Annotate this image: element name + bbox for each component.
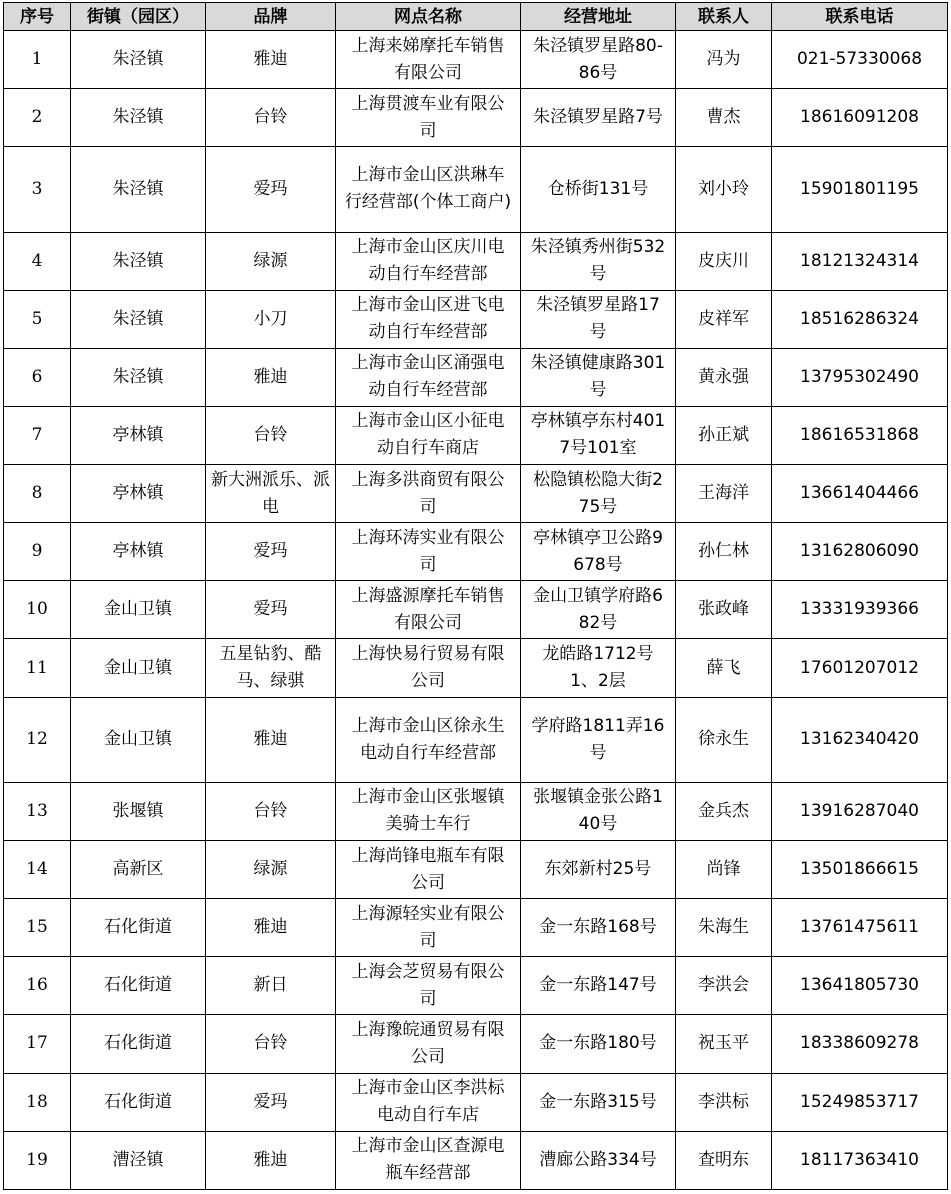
- cell-brand: 五星钻豹、酷马、绿骐: [206, 639, 336, 697]
- cell-phone: 13661404466: [772, 465, 948, 523]
- cell-town: 亭林镇: [71, 523, 206, 581]
- cell-phone: 18338609278: [772, 1015, 948, 1073]
- cell-outlet-name: 上海来娣摩托车销售有限公司: [336, 31, 521, 89]
- cell-contact: 李洪会: [676, 957, 772, 1015]
- cell-outlet-name: 上海多洪商贸有限公司: [336, 465, 521, 523]
- cell-town: 朱泾镇: [71, 348, 206, 406]
- cell-outlet-name: 上海市金山区小征电动自行车商店: [336, 406, 521, 464]
- cell-brand: 爱玛: [206, 1073, 336, 1131]
- header-contact: 联系人: [676, 3, 772, 31]
- cell-phone: 18516286324: [772, 290, 948, 348]
- cell-town: 高新区: [71, 840, 206, 898]
- table-row: [4, 465, 948, 523]
- table-row: [4, 782, 948, 840]
- cell-address: 朱泾镇罗星路7号: [521, 89, 676, 147]
- cell-brand: 绿源: [206, 840, 336, 898]
- cell-address: 朱泾镇健康路301号: [521, 348, 676, 406]
- cell-phone: 18117363410: [772, 1131, 948, 1189]
- cell-address: 东郊新村25号: [521, 840, 676, 898]
- cell-no: 14: [4, 840, 71, 898]
- table-row: [4, 840, 948, 898]
- cell-phone: 17601207012: [772, 639, 948, 697]
- cell-town: 石化街道: [71, 1015, 206, 1073]
- cell-no: 6: [4, 348, 71, 406]
- cell-outlet-name: 上海市金山区庆川电动自行车经营部: [336, 232, 521, 290]
- cell-no: 2: [4, 89, 71, 147]
- cell-town: 石化街道: [71, 899, 206, 957]
- cell-no: 19: [4, 1131, 71, 1189]
- cell-brand: 爱玛: [206, 523, 336, 581]
- table-row: [4, 697, 948, 782]
- cell-address: 龙皓路1712号1、2层: [521, 639, 676, 697]
- cell-phone: 18121324314: [772, 232, 948, 290]
- cell-contact: 薛飞: [676, 639, 772, 697]
- cell-phone: 13761475611: [772, 899, 948, 957]
- table-row: [4, 639, 948, 697]
- cell-address: 学府路1811弄16号: [521, 697, 676, 782]
- cell-no: 18: [4, 1073, 71, 1131]
- cell-town: 漕泾镇: [71, 1131, 206, 1189]
- table-row: [4, 1015, 948, 1073]
- cell-contact: 祝玉平: [676, 1015, 772, 1073]
- cell-no: 8: [4, 465, 71, 523]
- cell-phone: 13916287040: [772, 782, 948, 840]
- cell-brand: 爱玛: [206, 581, 336, 639]
- cell-no: 5: [4, 290, 71, 348]
- cell-brand: 台铃: [206, 1015, 336, 1073]
- cell-outlet-name: 上海快易行贸易有限公司: [336, 639, 521, 697]
- cell-contact: 孙正斌: [676, 406, 772, 464]
- cell-outlet-name: 上海源轻实业有限公司: [336, 899, 521, 957]
- cell-town: 石化街道: [71, 1073, 206, 1131]
- cell-outlet-name: 上海市金山区查源电瓶车经营部: [336, 1131, 521, 1189]
- cell-town: 金山卫镇: [71, 581, 206, 639]
- cell-town: 金山卫镇: [71, 697, 206, 782]
- cell-contact: 皮祥军: [676, 290, 772, 348]
- cell-town: 朱泾镇: [71, 31, 206, 89]
- cell-address: 亭林镇亭卫公路9678号: [521, 523, 676, 581]
- cell-town: 张堰镇: [71, 782, 206, 840]
- cell-contact: 张政峰: [676, 581, 772, 639]
- table-row: [4, 523, 948, 581]
- cell-outlet-name: 上海市金山区洪琳车行经营部(个体工商户): [336, 147, 521, 232]
- cell-brand: 台铃: [206, 406, 336, 464]
- table-row: [4, 31, 948, 89]
- cell-phone: 13501866615: [772, 840, 948, 898]
- cell-contact: 孙仁林: [676, 523, 772, 581]
- table-row: [4, 406, 948, 464]
- cell-outlet-name: 上海市金山区涌强电动自行车经营部: [336, 348, 521, 406]
- cell-town: 朱泾镇: [71, 147, 206, 232]
- header-brand: 品牌: [206, 3, 336, 31]
- cell-no: 11: [4, 639, 71, 697]
- table-row: [4, 89, 948, 147]
- cell-phone: 18616091208: [772, 89, 948, 147]
- cell-contact: 李洪标: [676, 1073, 772, 1131]
- dealer-table: [3, 2, 948, 1190]
- cell-brand: 绿源: [206, 232, 336, 290]
- table-header-row: [4, 3, 948, 31]
- cell-brand: 雅迪: [206, 1131, 336, 1189]
- cell-no: 12: [4, 697, 71, 782]
- cell-contact: 曹杰: [676, 89, 772, 147]
- cell-brand: 新日: [206, 957, 336, 1015]
- cell-outlet-name: 上海市金山区张堰镇美骑士车行: [336, 782, 521, 840]
- cell-contact: 刘小玲: [676, 147, 772, 232]
- cell-outlet-name: 上海市金山区进飞电动自行车经营部: [336, 290, 521, 348]
- table-row: [4, 232, 948, 290]
- cell-address: 松隐镇松隐大街275号: [521, 465, 676, 523]
- cell-contact: 查明东: [676, 1131, 772, 1189]
- cell-outlet-name: 上海盛源摩托车销售有限公司: [336, 581, 521, 639]
- cell-contact: 朱海生: [676, 899, 772, 957]
- table-row: [4, 957, 948, 1015]
- table-row: [4, 1073, 948, 1131]
- header-phone: 联系电话: [772, 3, 948, 31]
- cell-phone: 18616531868: [772, 406, 948, 464]
- cell-address: 朱泾镇罗星路80-86号: [521, 31, 676, 89]
- cell-no: 9: [4, 523, 71, 581]
- cell-brand: 小刀: [206, 290, 336, 348]
- cell-town: 朱泾镇: [71, 232, 206, 290]
- cell-contact: 王海洋: [676, 465, 772, 523]
- cell-phone: 13162806090: [772, 523, 948, 581]
- cell-phone: 15901801195: [772, 147, 948, 232]
- cell-outlet-name: 上海市金山区李洪标电动自行车店: [336, 1073, 521, 1131]
- cell-outlet-name: 上海尚锋电瓶车有限公司: [336, 840, 521, 898]
- cell-no: 13: [4, 782, 71, 840]
- cell-address: 漕廊公路334号: [521, 1131, 676, 1189]
- cell-no: 3: [4, 147, 71, 232]
- cell-no: 4: [4, 232, 71, 290]
- table-row: [4, 147, 948, 232]
- cell-town: 朱泾镇: [71, 89, 206, 147]
- cell-brand: 新大洲派乐、派电: [206, 465, 336, 523]
- cell-town: 亭林镇: [71, 465, 206, 523]
- cell-town: 亭林镇: [71, 406, 206, 464]
- cell-outlet-name: 上海贯渡车业有限公司: [336, 89, 521, 147]
- cell-no: 17: [4, 1015, 71, 1073]
- header-town: 街镇（园区）: [71, 3, 206, 31]
- cell-address: 朱泾镇秀州街532号: [521, 232, 676, 290]
- cell-no: 16: [4, 957, 71, 1015]
- cell-contact: 冯为: [676, 31, 772, 89]
- cell-town: 石化街道: [71, 957, 206, 1015]
- cell-brand: 雅迪: [206, 348, 336, 406]
- cell-contact: 尚锋: [676, 840, 772, 898]
- cell-outlet-name: 上海环涛实业有限公司: [336, 523, 521, 581]
- cell-no: 7: [4, 406, 71, 464]
- cell-phone: 13641805730: [772, 957, 948, 1015]
- cell-phone: 13162340420: [772, 697, 948, 782]
- cell-contact: 黄永强: [676, 348, 772, 406]
- cell-outlet-name: 上海会芝贸易有限公司: [336, 957, 521, 1015]
- cell-phone: 13331939366: [772, 581, 948, 639]
- cell-address: 张堰镇金张公路140号: [521, 782, 676, 840]
- cell-contact: 皮庆川: [676, 232, 772, 290]
- cell-phone: 13795302490: [772, 348, 948, 406]
- cell-contact: 金兵杰: [676, 782, 772, 840]
- cell-address: 朱泾镇罗星路17号: [521, 290, 676, 348]
- table-row: [4, 581, 948, 639]
- cell-outlet-name: 上海豫皖通贸易有限公司: [336, 1015, 521, 1073]
- cell-contact: 徐永生: [676, 697, 772, 782]
- cell-address: 金一东路315号: [521, 1073, 676, 1131]
- cell-address: 仓桥街131号: [521, 147, 676, 232]
- table-row: [4, 899, 948, 957]
- table-body: [4, 31, 948, 1190]
- cell-no: 10: [4, 581, 71, 639]
- cell-address: 金山卫镇学府路682号: [521, 581, 676, 639]
- table-row: [4, 1131, 948, 1189]
- cell-brand: 雅迪: [206, 697, 336, 782]
- cell-address: 金一东路180号: [521, 1015, 676, 1073]
- header-outlet-name: 网点名称: [336, 3, 521, 31]
- cell-address: 金一东路168号: [521, 899, 676, 957]
- cell-town: 朱泾镇: [71, 290, 206, 348]
- cell-outlet-name: 上海市金山区徐永生电动自行车经营部: [336, 697, 521, 782]
- cell-address: 亭林镇亭东村4017号101室: [521, 406, 676, 464]
- cell-no: 1: [4, 31, 71, 89]
- cell-phone: 021-57330068: [772, 31, 948, 89]
- cell-phone: 15249853717: [772, 1073, 948, 1131]
- header-address: 经营地址: [521, 3, 676, 31]
- cell-brand: 雅迪: [206, 31, 336, 89]
- cell-town: 金山卫镇: [71, 639, 206, 697]
- table-row: [4, 348, 948, 406]
- cell-brand: 台铃: [206, 89, 336, 147]
- cell-brand: 台铃: [206, 782, 336, 840]
- cell-brand: 雅迪: [206, 899, 336, 957]
- table-row: [4, 290, 948, 348]
- header-no: 序号: [4, 3, 71, 31]
- cell-brand: 爱玛: [206, 147, 336, 232]
- cell-address: 金一东路147号: [521, 957, 676, 1015]
- cell-no: 15: [4, 899, 71, 957]
